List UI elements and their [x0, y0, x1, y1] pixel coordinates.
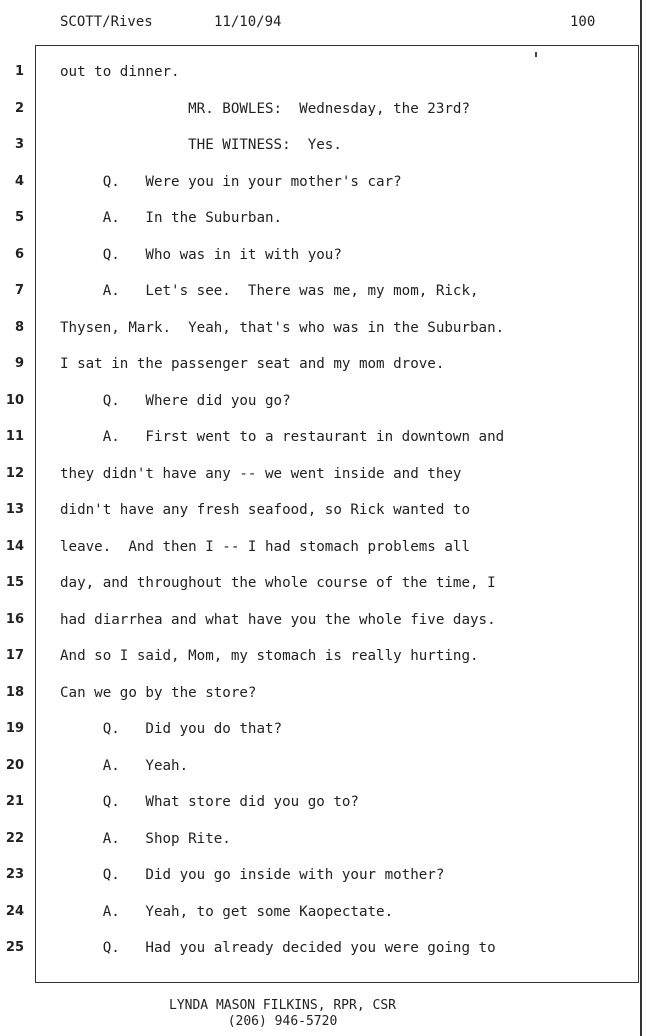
line-number: 5	[14, 210, 24, 225]
transcript-line	[0, 127, 645, 164]
line-text: MR. BOWLES: Wednesday, the 23rd?	[60, 100, 470, 117]
page-header	[0, 14, 645, 34]
line-text: they didn't have any -- we went inside and they	[60, 465, 462, 482]
line-text: Q. Had you already decided you were going to	[60, 940, 496, 956]
line-number: 2	[14, 100, 24, 116]
line-number: 6	[14, 246, 24, 262]
transcript-line	[0, 383, 645, 420]
transcript-line	[0, 273, 645, 310]
line-number: 14	[5, 538, 24, 554]
line-text: A. Yeah, to get some Kaopectate.	[60, 903, 394, 920]
transcript-line	[0, 310, 645, 347]
line-number: 16	[5, 611, 24, 627]
transcript-line	[0, 821, 645, 858]
reporter-phone: (206) 946-5720	[227, 1014, 338, 1029]
line-text: day, and throughout the whole course of the time, I	[60, 575, 496, 591]
line-number: 17	[5, 648, 24, 663]
transcript-line	[0, 748, 645, 785]
transcript-line	[0, 54, 645, 91]
line-text: Can we go by the store?	[60, 684, 257, 701]
transcript-line	[0, 456, 645, 493]
transcript-line	[0, 164, 645, 201]
transcript-line	[0, 675, 645, 712]
line-number: 19	[5, 721, 24, 736]
line-text: Q. Did you do that?	[60, 721, 283, 737]
transcript-line	[0, 638, 645, 675]
line-text: I sat in the passenger seat and my mom drove.	[60, 356, 445, 372]
line-number: 22	[5, 830, 24, 846]
transcript-line	[0, 200, 645, 237]
line-text: Thysen, Mark. Yeah, that's who was in the Suburban.	[60, 319, 505, 336]
transcript-line	[0, 784, 645, 821]
line-number: 4	[14, 173, 24, 189]
line-text: A. Shop Rite.	[60, 830, 231, 847]
line-number: 15	[5, 575, 24, 590]
transcript-line	[0, 492, 645, 529]
transcript-line	[0, 237, 645, 274]
line-text: Q. Who was in it with you?	[60, 246, 342, 263]
transcript-line	[0, 711, 645, 748]
line-number: 13	[5, 502, 24, 517]
line-number: 8	[14, 319, 24, 335]
line-number: 18	[5, 684, 24, 700]
transcript-line	[0, 565, 645, 602]
line-number: 1	[14, 64, 24, 79]
line-text: THE WITNESS: Yes.	[60, 137, 342, 153]
line-number: 21	[5, 794, 24, 809]
line-number: 9	[14, 356, 24, 371]
line-number: 24	[5, 903, 24, 919]
transcript-line	[0, 857, 645, 894]
line-number: 23	[5, 867, 24, 882]
line-text: didn't have any fresh seafood, so Rick wanted to	[60, 502, 470, 518]
transcript-line	[0, 346, 645, 383]
page-number: 100	[570, 14, 596, 30]
line-number: 20	[5, 757, 24, 773]
transcript-line	[0, 602, 645, 639]
transcript-line	[0, 930, 645, 967]
line-number: 3	[14, 137, 24, 152]
line-number: 10	[5, 392, 24, 408]
line-text: A. First went to a restaurant in downtown and	[60, 429, 505, 445]
reporter-name: LYNDA MASON FILKINS, RPR, CSR	[169, 998, 396, 1013]
line-text: Q. Where did you go?	[60, 392, 291, 409]
page-footer	[0, 998, 645, 1030]
transcript-line	[0, 529, 645, 566]
line-text: leave. And then I -- I had stomach problems all	[60, 538, 470, 555]
case-name: SCOTT/Rives	[60, 14, 153, 30]
transcript-line	[0, 894, 645, 931]
line-text: Q. Were you in your mother's car?	[60, 173, 402, 190]
line-number: 11	[5, 429, 24, 444]
line-text: had diarrhea and what have you the whole five days.	[60, 611, 496, 628]
transcript-line	[0, 91, 645, 128]
line-text: A. Let's see. There was me, my mom, Rick,	[60, 283, 479, 299]
line-text: out to dinner.	[60, 64, 180, 80]
deposition-date: 11/10/94	[214, 14, 282, 30]
line-number: 7	[14, 283, 24, 298]
line-text: Q. What store did you go to?	[60, 794, 359, 810]
line-number: 25	[5, 940, 24, 955]
line-text: A. Yeah.	[60, 757, 189, 774]
transcript-lines	[0, 54, 645, 967]
line-text: Q. Did you go inside with your mother?	[60, 867, 445, 883]
line-text: A. In the Suburban.	[60, 210, 283, 226]
line-number: 12	[5, 465, 24, 481]
transcript-line	[0, 419, 645, 456]
line-text: And so I said, Mom, my stomach is really hurting.	[60, 648, 479, 664]
